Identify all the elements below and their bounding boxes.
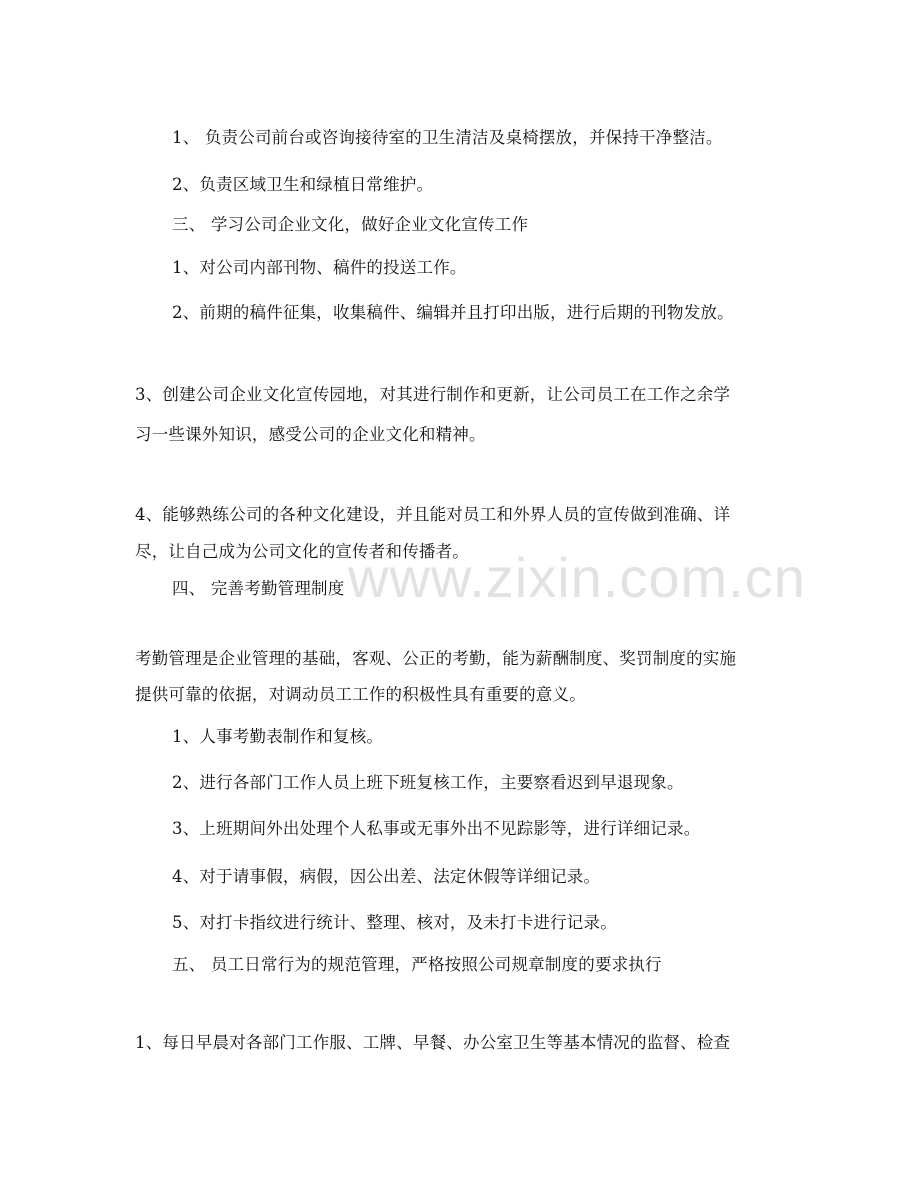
list-item: 2、进行各部门工作人员上班下班复核工作，主要察看迟到早退现象。: [172, 773, 684, 792]
list-item-continuation: 尽，让自己成为公司文化的宣传者和传播者。: [135, 542, 469, 561]
list-item: 1、 负责公司前台或咨询接待室的卫生清洁及桌椅摆放，并保持干净整洁。: [172, 128, 723, 147]
section-heading: 五、 员工日常行为的规范管理，严格按照公司规章制度的要求执行: [172, 955, 662, 974]
section-heading: 四、 完善考勤管理制度: [172, 579, 345, 598]
list-item: 3、创建公司企业文化宣传园地，对其进行制作和更新，让公司员工在工作之余学: [135, 385, 731, 404]
list-item: 2、前期的稿件征集，收集稿件、编辑并且打印出版，进行后期的刊物发放。: [172, 303, 734, 322]
list-item-continuation: 习一些课外知识，感受公司的企业文化和精神。: [135, 425, 486, 444]
list-item: 2、负责区域卫生和绿植日常维护。: [172, 175, 434, 194]
list-item: 1、每日早晨对各部门工作服、工牌、早餐、办公室卫生等基本情况的监督、检查: [135, 1033, 731, 1052]
list-item: 3、上班期间外出处理个人私事或无事外出不见踪影等，进行详细记录。: [172, 819, 701, 838]
list-item: 5、对打卡指纹进行统计、整理、核对，及未打卡进行记录。: [172, 913, 617, 932]
section-heading: 三、 学习公司企业文化，做好企业文化宣传工作: [172, 215, 529, 234]
paragraph-line: 提供可靠的依据，对调动员工工作的积极性具有重要的意义。: [135, 685, 586, 704]
list-item: 4、能够熟练公司的各种文化建设，并且能对员工和外界人员的宣传做到准确、详: [135, 505, 731, 524]
paragraph-line: 考勤管理是企业管理的基础，客观、公正的考勤，能为薪酬制度、奖罚制度的实施: [135, 649, 737, 668]
list-item: 4、对于请事假，病假，因公出差、法定休假等详细记录。: [172, 867, 601, 886]
watermark: www.zixin.com.cn: [348, 546, 806, 609]
list-item: 1、人事考勤表制作和复核。: [172, 727, 384, 746]
list-item: 1、对公司内部刊物、稿件的投送工作。: [172, 258, 467, 277]
